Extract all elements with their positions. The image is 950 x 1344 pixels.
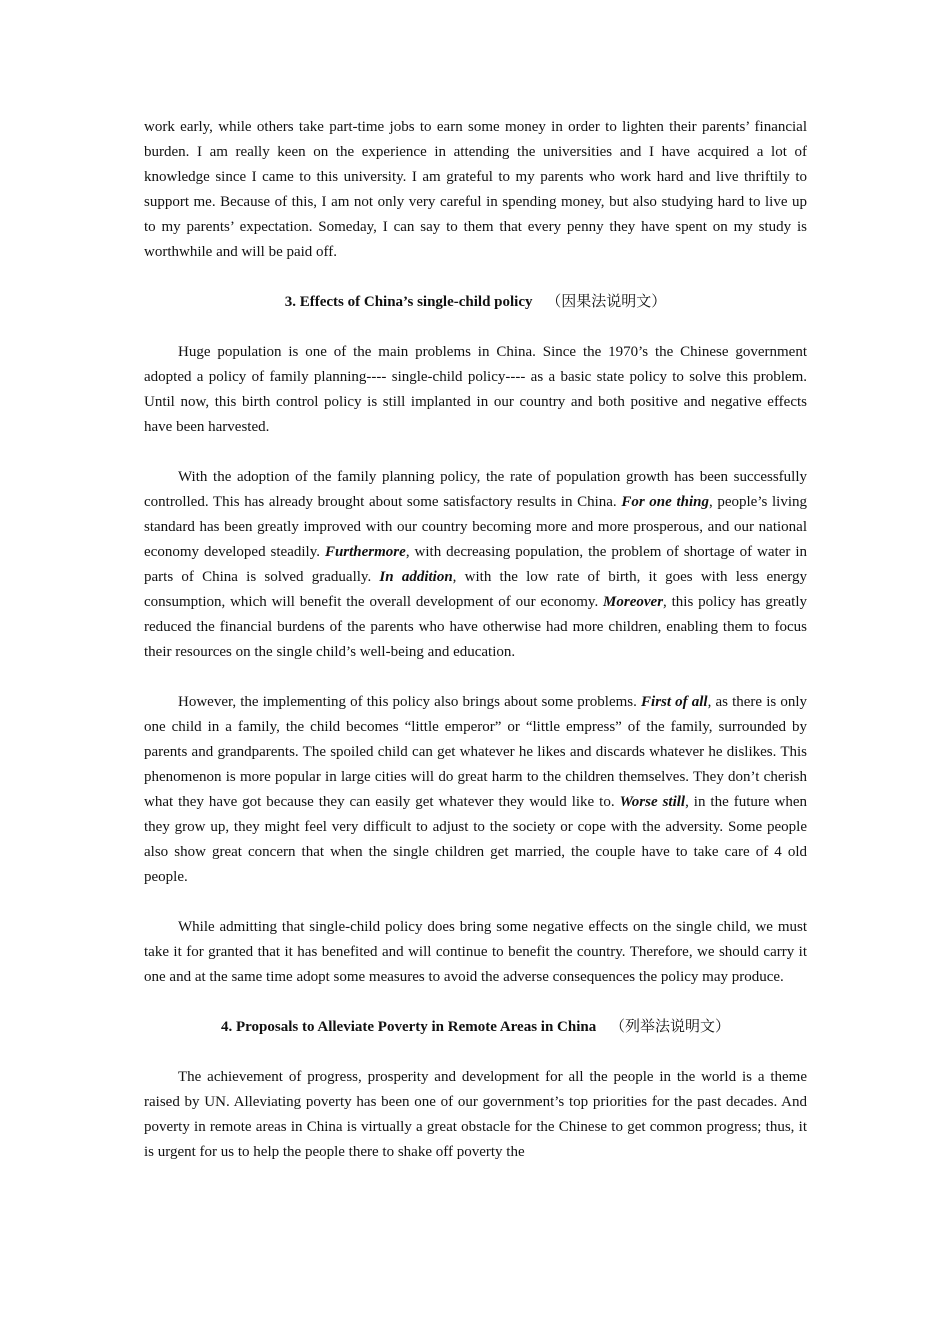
document-page (144, 115, 807, 1165)
transition-phrase: Moreover (603, 594, 664, 610)
section-3-title: 3. Effects of China’s single-child policy (284, 294, 533, 310)
section-4-note: （列举法说明文） (609, 1019, 730, 1035)
text-run: , with the low rate of birth, it goes with less energy consumption, which will benefit the overall development of our economy. (144, 569, 807, 610)
text-run: , people’s living standard has been greatly improved with our country becoming more and more prosperous, and our national economy developed steadily. (144, 494, 807, 560)
section-3-heading (144, 290, 807, 315)
text-run: , as there is only one child in a family, the child becomes “little emperor” or “little empress” of the family, surrounded by parents and grandparents. The spoiled child can get whatever he likes and discards whatever he dislikes. This phenomenon is more popular in large cities will do great harm to the children themselves. They don’t cherish what they have got because they can easily get whatever they would like to. (144, 694, 807, 810)
text-run: With the adoption of the family planning policy, the rate of population growth has been successfully controlled. This has already brought about some satisfactory results in China. (144, 469, 807, 510)
transition-phrase: Worse still (619, 794, 686, 810)
text-run: , in the future when they grow up, they might feel very difficult to adjust to the society or cope with the adversity. Some people also show great concern that when the single children get married, the couple have to take care of 4 old people. (144, 794, 807, 885)
section-3-note: （因果法说明文） (546, 294, 667, 310)
transition-phrase: In addition (379, 569, 453, 585)
transition-phrase: Furthermore (324, 544, 406, 560)
section-4-title: 4. Proposals to Alleviate Poverty in Remote Areas in China (220, 1019, 597, 1035)
transition-phrase: For one thing (621, 494, 709, 510)
text-run: , with decreasing population, the problem of shortage of water in parts of China is solved gradually. (144, 544, 807, 585)
text-run: , this policy has greatly reduced the financial burdens of the parents who have otherwise had more children, enabling them to focus their resources on the single child’s well-being and education. (144, 594, 807, 660)
section-3-paragraph-3 (144, 690, 807, 890)
text-run: However, the implementing of this policy also brings about some problems. (178, 694, 642, 710)
section-4-heading (144, 1015, 807, 1040)
section-3-paragraph-2 (144, 465, 807, 665)
section-3-paragraph-1: Huge population is one of the main problems in China. Since the 1970’s the Chinese government adopted a policy of family planning---- single-child policy---- as a basic state policy to solve this problem. Until now, this birth control policy is still implanted in our country and both positive and negative effects have been harvested. (144, 344, 807, 435)
section-4-paragraph-1: The achievement of progress, prosperity and development for all the people in the world is a theme raised by UN. Alleviating poverty has been one of our government’s top priorities for the past decades. And poverty in remote areas in China is virtually a great obstacle for the Chinese to get common progress; thus, it is urgent for us to help the people there to shake off poverty the (144, 1069, 807, 1160)
intro-paragraph: work early, while others take part-time jobs to earn some money in order to lighten their parents’ financial burden. I am really keen on the experience in attending the universities and I have acquired a lot of knowledge since I came to this university. I am grateful to my parents who work hard and live thriftily to support me. Because of this, I am not only very careful in spending money, but also studying hard to live up to my parents’ expectation. Someday, I can say to them that every penny they have spent on my study is worthwhile and will be paid off. (144, 119, 807, 260)
section-3-paragraph-4: While admitting that single-child policy does bring some negative effects on the single child, we must take it for granted that it has benefited and will continue to benefit the country. Therefore, we should carry it one and at the same time adopt some measures to avoid the adverse consequences the policy may produce. (144, 919, 807, 985)
transition-phrase: First of all (641, 694, 708, 710)
